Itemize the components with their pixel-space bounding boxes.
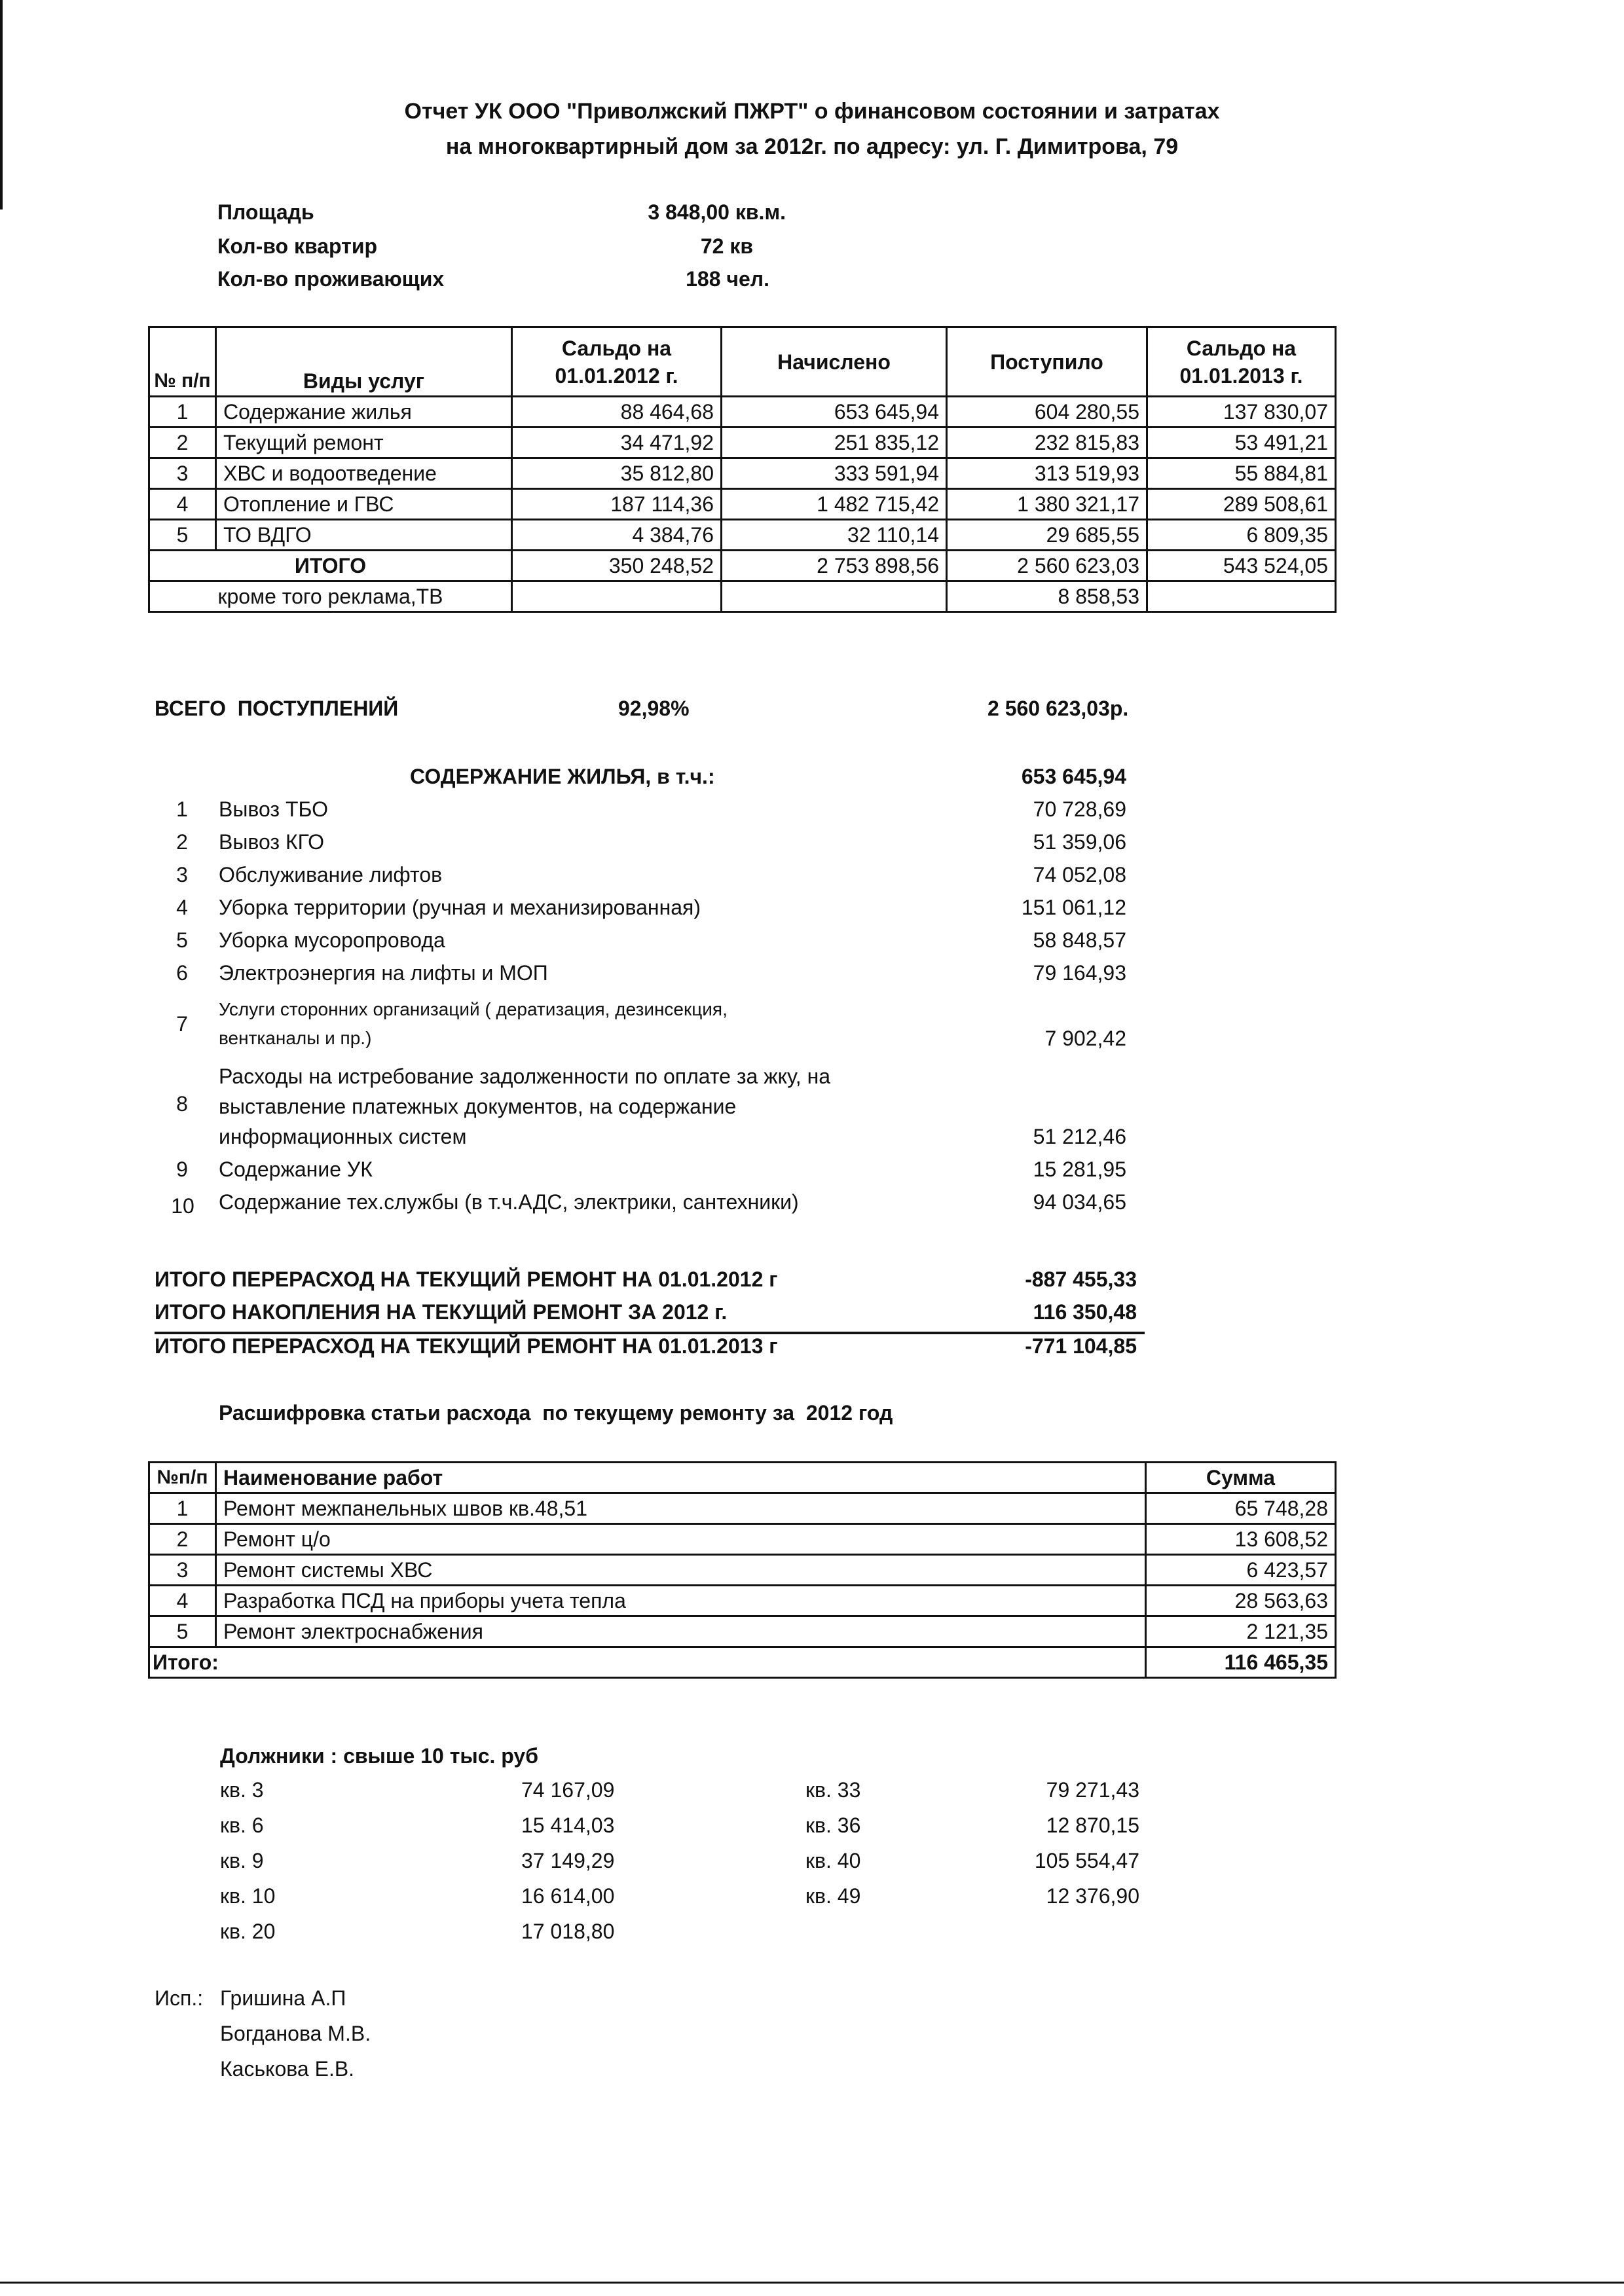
list-item-amount: 74 167,09 — [521, 1778, 615, 1802]
list-item-value: 94 034,65 — [1033, 1190, 1126, 1214]
report-title-line1: Отчет УК ООО "Приволжский ПЖРТ" о финансовом состоянии и затратах — [404, 99, 1220, 124]
executors-label: Исп.: — [155, 1986, 204, 2010]
list-item-value: 51 212,46 — [1033, 1125, 1126, 1148]
list-item-amount: 12 870,15 — [1046, 1813, 1139, 1837]
list-item-number: 10 — [171, 1194, 194, 1218]
list-item-amount: 105 554,47 — [1034, 1849, 1139, 1872]
receipts-amount: 2 560 623,03р. — [987, 697, 1129, 720]
overspend-2013-value: -771 104,85 — [1025, 1334, 1137, 1358]
list-item-apartment: кв. 33 — [805, 1778, 861, 1802]
list-item-name: Вывоз ТБО — [219, 797, 329, 821]
list-item-name: Обслуживание лифтов — [219, 863, 443, 886]
executor-name: Гришина А.П — [220, 1986, 346, 2010]
list-item-number: 9 — [176, 1157, 188, 1181]
table-extra-row: кроме того реклама,ТВ 8 858,53 — [149, 581, 1336, 612]
list-item-amount: 15 414,03 — [521, 1813, 615, 1837]
col-header-sum: Сумма — [1146, 1463, 1336, 1493]
repair-table — [148, 1461, 1337, 1679]
list-item-apartment: кв. 20 — [220, 1920, 276, 1943]
list-item-amount: 37 149,29 — [521, 1849, 615, 1872]
list-item-number: 1 — [176, 797, 188, 821]
table-row: 1 Содержание жилья 88 464,68 653 645,94 604 280,55 137 830,07 — [149, 397, 1336, 428]
executor-name: Каськова Е.В. — [220, 2057, 355, 2081]
list-item-apartment: кв. 6 — [220, 1813, 264, 1837]
col-header-balance-2013: Сальдо на 01.01.2013 г. — [1147, 327, 1336, 397]
list-item-apartment: кв. 36 — [805, 1813, 861, 1837]
list-item-amount: 79 271,43 — [1046, 1778, 1139, 1802]
list-item-number: 8 — [176, 1092, 188, 1116]
list-item-value: 15 281,95 — [1033, 1157, 1126, 1181]
table-total-row: Итого: 116 465,35 — [149, 1647, 1336, 1678]
overspend-2012-label: ИТОГО ПЕРЕРАСХОД НА ТЕКУЩИЙ РЕМОНТ НА 01.01.2012 г — [155, 1267, 778, 1291]
col-header-balance-2012: Сальдо на 01.01.2012 г. — [512, 327, 722, 397]
report-title-line2: на многоквартирный дом за 2012г. по адресу: ул. Г. Димитрова, 79 — [445, 134, 1179, 159]
list-item-name: Содержание тех.службы (в т.ч.АДС, электрики, сантехники) — [219, 1190, 799, 1214]
list-item-apartment: кв. 10 — [220, 1884, 276, 1908]
list-item-number: 3 — [176, 863, 188, 886]
list-item-number: 5 — [176, 928, 188, 952]
list-item-value: 151 061,12 — [1021, 896, 1126, 919]
col-header-received: Поступило — [947, 327, 1147, 397]
overspend-2012-value: -887 455,33 — [1025, 1267, 1137, 1291]
table-row: 3 ХВС и водоотведение 35 812,80 333 591,94 313 519,93 55 884,81 — [149, 458, 1336, 489]
services-table — [148, 326, 1337, 613]
list-item-name: Уборка территории (ручная и механизированная) — [219, 896, 701, 919]
apartments-value: 72 кв — [700, 234, 753, 258]
area-value: 3 848,00 кв.м. — [648, 200, 786, 224]
list-item-number: 2 — [176, 830, 188, 854]
area-label: Площадь — [217, 200, 314, 224]
maintenance-heading: СОДЕРЖАНИЕ ЖИЛЬЯ, в т.ч.: — [410, 765, 715, 788]
list-item-value: 70 728,69 — [1033, 797, 1126, 821]
table-row: 4 Отопление и ГВС 187 114,36 1 482 715,42 1 380 321,17 289 508,61 — [149, 489, 1336, 520]
table-row: 4 Разработка ПСД на приборы учета тепла 28 563,63 — [149, 1586, 1336, 1616]
scan-edge-bottom — [0, 2282, 1624, 2284]
list-item-name: Вывоз КГО — [219, 830, 325, 854]
residents-value: 188 чел. — [686, 267, 769, 291]
repair-table-caption: Расшифровка статьи расхода по текущему ремонту за 2012 год — [219, 1401, 893, 1425]
col-header-service: Виды услуг — [216, 327, 512, 397]
list-item-apartment: кв. 9 — [220, 1849, 264, 1872]
table-row: 5 Ремонт электроснабжения 2 121,35 — [149, 1616, 1336, 1647]
list-item-number: 6 — [176, 961, 188, 985]
maintenance-total: 653 645,94 — [1021, 765, 1126, 788]
list-item-value: 7 902,42 — [1044, 1027, 1126, 1050]
list-item-value: 51 359,06 — [1033, 830, 1126, 854]
list-item-apartment: кв. 49 — [805, 1884, 861, 1908]
apartments-label: Кол-во квартир — [217, 234, 378, 258]
list-item-name-line2: вентканалы и пр.) — [219, 1028, 372, 1048]
list-item-number: 7 — [176, 1012, 188, 1036]
col-header-charged: Начислено — [722, 327, 947, 397]
table-row: 2 Ремонт ц/о 13 608,52 — [149, 1524, 1336, 1555]
receipts-label: ВСЕГО ПОСТУПЛЕНИЙ — [155, 697, 399, 720]
list-item-value: 79 164,93 — [1033, 961, 1126, 985]
table-row: 2 Текущий ремонт 34 471,92 251 835,12 232 815,83 53 491,21 — [149, 428, 1336, 458]
list-item-amount: 16 614,00 — [521, 1884, 615, 1908]
table-row: 1 Ремонт межпанельных швов кв.48,51 65 748,28 — [149, 1493, 1336, 1524]
list-item-value: 74 052,08 — [1033, 863, 1126, 886]
table-row: 5 ТО ВДГО 4 384,76 32 110,14 29 685,55 6 809,35 — [149, 520, 1336, 551]
col-header-number: №п/п — [149, 1463, 216, 1493]
executor-name: Богданова М.В. — [220, 2022, 371, 2045]
receipts-percent: 92,98% — [618, 697, 690, 720]
debtors-heading: Должники : свыше 10 тыс. руб — [220, 1744, 538, 1768]
list-item-name: Содержание УК — [219, 1157, 373, 1181]
residents-label: Кол-во проживающих — [217, 267, 445, 291]
col-header-number: № п/п — [149, 327, 216, 397]
list-item-value: 58 848,57 — [1033, 928, 1126, 952]
accumulation-2012-label: ИТОГО НАКОПЛЕНИЯ НА ТЕКУЩИЙ РЕМОНТ ЗА 2012 г. — [155, 1300, 728, 1324]
list-item-amount: 17 018,80 — [521, 1920, 615, 1943]
list-item-name: Электроэнергия на лифты и МОП — [219, 961, 548, 985]
list-item-name-line1: Расходы на истребование задолженности по оплате за жку, на — [219, 1065, 831, 1088]
list-item-name-line3: информационных систем — [219, 1125, 467, 1148]
overspend-2013-label: ИТОГО ПЕРЕРАСХОД НА ТЕКУЩИЙ РЕМОНТ НА 01.01.2013 г — [155, 1334, 778, 1358]
list-item-amount: 12 376,90 — [1046, 1884, 1139, 1908]
list-item-number: 4 — [176, 896, 188, 919]
table-total-row: ИТОГО 350 248,52 2 753 898,56 2 560 623,03 543 524,05 — [149, 551, 1336, 581]
list-item-name-line2: выставление платежных документов, на содержание — [219, 1095, 737, 1118]
list-item-name-line1: Услуги сторонних организаций ( дератизация, дезинсекция, — [219, 999, 728, 1019]
list-item-name: Уборка мусоропровода — [219, 928, 445, 952]
list-item-apartment: кв. 40 — [805, 1849, 861, 1872]
col-header-work: Наименование работ — [216, 1463, 1146, 1493]
accumulation-2012-value: 116 350,48 — [1033, 1300, 1137, 1324]
scan-edge-left — [0, 0, 3, 210]
list-item-apartment: кв. 3 — [220, 1778, 264, 1802]
table-row: 3 Ремонт системы ХВС 6 423,57 — [149, 1555, 1336, 1586]
